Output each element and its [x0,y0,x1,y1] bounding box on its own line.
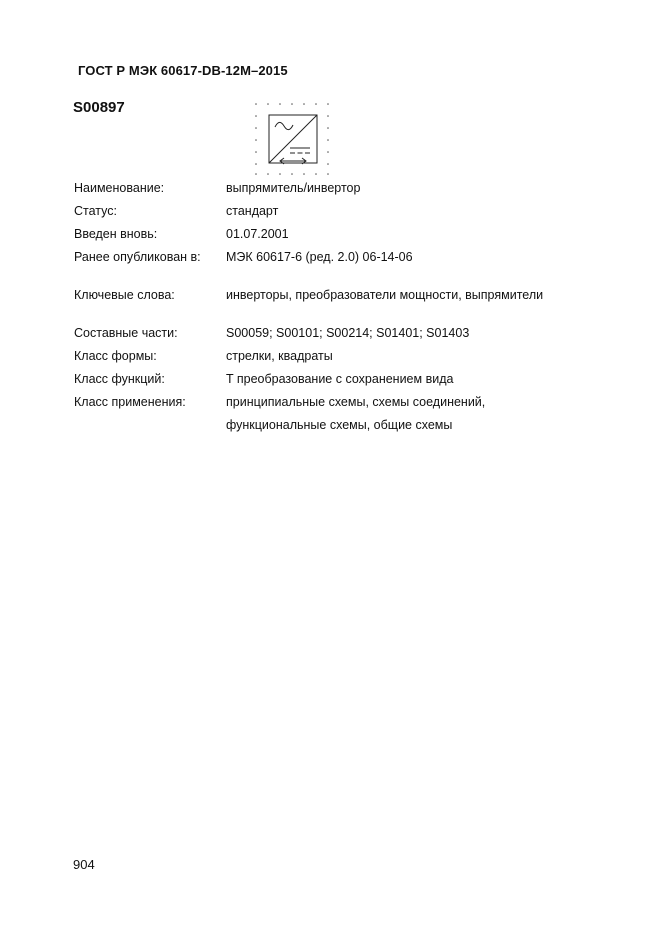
symbol-id: S00897 [73,99,125,116]
attribute-label: Ранее опубликован в: [74,250,201,264]
attribute-label: Статус: [74,204,117,218]
attribute-label: Ключевые слова: [74,288,175,302]
attribute-label: Наименование: [74,181,165,195]
attribute-value: стрелки, квадраты [226,349,333,363]
attribute-value: 01.07.2001 [226,227,289,241]
attribute-row-name [74,181,594,204]
attribute-value [226,395,594,433]
attribute-label: Введен вновь: [74,227,158,241]
attribute-value: стандарт [226,204,279,218]
attribute-row-previously-published [74,250,594,273]
attribute-label: Класс функций: [74,372,165,386]
attribute-row-application-class [74,395,594,433]
attribute-row-function-class [74,372,594,395]
attribute-value: T преобразование с сохранением вида [226,372,454,386]
page-number: 904 [73,857,95,872]
attribute-value-line-2: функциональные схемы, общие схемы [226,418,453,432]
attribute-value-line-1: принципиальные схемы, схемы соединений, [226,395,486,409]
attribute-row-status [74,204,594,227]
attribute-label: Класс формы: [74,349,157,363]
attribute-value: инверторы, преобразователи мощности, выпрямители [226,288,544,302]
attribute-value: выпрямитель/инвертор [226,181,361,195]
attribute-row-components [74,326,594,349]
attribute-label: Класс применения: [74,395,186,409]
attribute-value: МЭК 60617-6 (ред. 2.0) 06-14-06 [226,250,413,264]
attribute-label: Составные части: [74,326,178,340]
attributes-table [74,181,594,433]
rectifier-inverter-icon [252,100,334,178]
standard-header: ГОСТ Р МЭК 60617-DB-12M–2015 [78,63,288,78]
attribute-value: S00059; S00101; S00214; S01401; S01403 [226,326,470,340]
attribute-row-shape-class [74,349,594,372]
attribute-row-introduced [74,227,594,250]
attribute-row-keywords [74,288,594,311]
